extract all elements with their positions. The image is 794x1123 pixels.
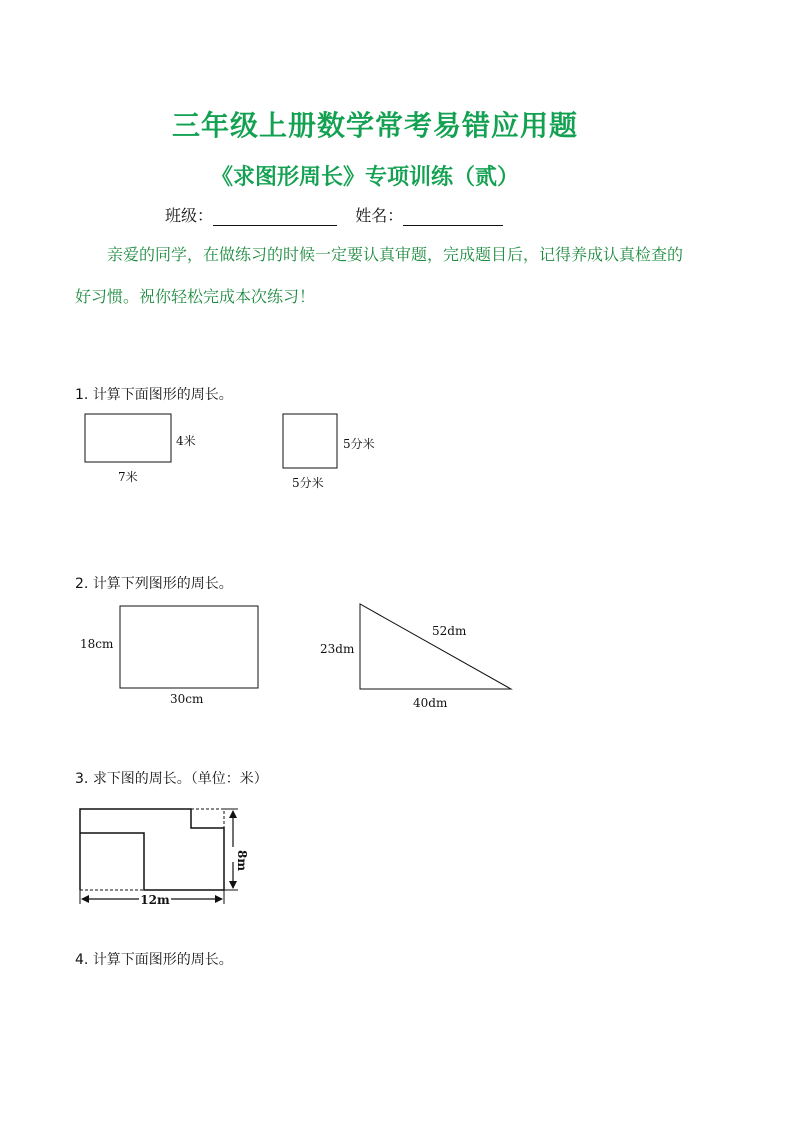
question-4	[75, 949, 233, 969]
question-number: 2.	[75, 576, 89, 592]
q2-tri-hypotenuse-label: 52dm	[432, 624, 467, 638]
q1-rect-height-label: 4米	[176, 434, 196, 448]
question-number: 4.	[75, 952, 89, 968]
question-1	[75, 384, 233, 404]
intro-paragraph: 亲爱的同学，在做练习的时候一定要认真审题，完成题目后，记得养成认真检查的好习惯。祝你轻松完成本次练习！	[75, 245, 684, 306]
question-text: 求下图的周长。（单位：米）	[92, 771, 268, 787]
page-title: 三年级上册数学常考易错应用题	[171, 109, 578, 142]
q2-tri-base-label: 40dm	[413, 696, 448, 710]
question-3	[75, 768, 268, 788]
q3-figure	[75, 800, 265, 910]
q2-rect-width-label: 30cm	[170, 692, 204, 706]
class-blank[interactable]	[213, 209, 337, 226]
q1-square-height-label: 5分米	[343, 437, 375, 451]
name-blank[interactable]	[403, 209, 503, 226]
question-text: 计算下列图形的周长。	[92, 576, 233, 592]
class-label: 班级：	[165, 206, 214, 225]
q1-rectangle	[85, 414, 171, 462]
question-number: 3.	[75, 771, 89, 787]
q2-tri-height-label: 23dm	[320, 642, 355, 656]
question-2	[75, 573, 233, 593]
question-text: 计算下面图形的周长。	[92, 387, 233, 403]
q1-square-width-label: 5分米	[292, 476, 324, 490]
page-subtitle: 《求图形周长》专项训练（贰）	[210, 165, 519, 190]
q3-width-label: 12m	[140, 893, 170, 907]
q1-rect-width-label: 7米	[118, 470, 138, 484]
q3-solid-outline	[80, 809, 224, 890]
student-info	[165, 203, 503, 226]
question-text: 计算下面图形的周长。	[92, 952, 233, 968]
q2-triangle	[360, 604, 511, 689]
q2-rectangle	[120, 606, 258, 688]
name-label: 姓名：	[355, 206, 404, 225]
q1-square	[283, 414, 337, 468]
question-number: 1.	[75, 387, 89, 403]
q3-dashed-outline	[191, 809, 224, 828]
q2-rect-height-label: 18cm	[80, 637, 114, 651]
q3-height-label: 8m	[235, 850, 249, 872]
